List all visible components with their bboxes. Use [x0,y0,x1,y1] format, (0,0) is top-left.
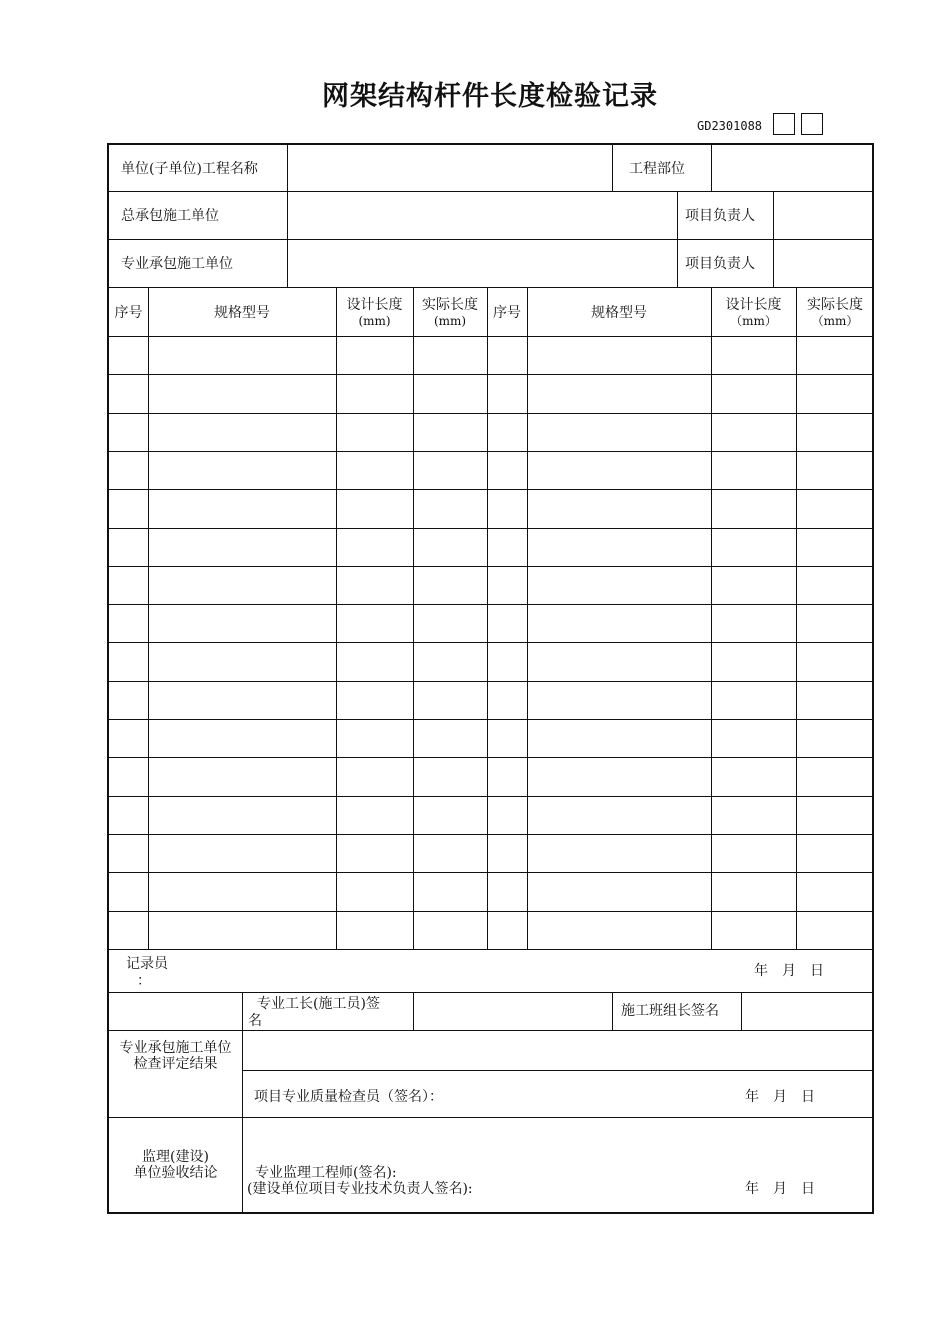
team-leader-label: 施工班组长签名 [621,1003,719,1019]
cell-actual-right-row-11[interactable] [797,720,874,757]
cell-seq-left-row-5[interactable] [110,490,148,527]
cell-design-left-row-2[interactable] [337,375,413,412]
cell-actual-left-row-10[interactable] [414,682,487,719]
cell-seq-left-row-4[interactable] [110,452,148,489]
cell-spec-right-row-12[interactable] [528,758,711,795]
recorder-colon: ： [137,973,151,989]
cell-actual-left-row-9[interactable] [414,643,487,680]
cell-seq-right-row-13[interactable] [488,797,527,834]
cell-seq-left-row-16[interactable] [110,912,148,949]
cell-spec-left-row-3[interactable] [149,414,336,451]
cell-spec-left-row-14[interactable] [149,835,336,872]
cell-spec-right-row-16[interactable] [528,912,711,949]
cell-design-right-row-2[interactable] [712,375,796,412]
recorder-label: 记录员 [126,956,168,972]
cell-design-right-row-12[interactable] [712,758,796,795]
cell-design-left-row-1[interactable] [337,337,413,374]
cell-actual-left-row-6[interactable] [414,529,487,566]
cell-spec-right-row-3[interactable] [528,414,711,451]
cell-spec-right-row-8[interactable] [528,605,711,642]
cell-spec-right-row-9[interactable] [528,643,711,680]
supervision-engineer-label: 专业监理工程师(签名): [255,1165,397,1181]
cell-actual-left-row-16[interactable] [414,912,487,949]
cell-design-right-row-15[interactable] [712,873,796,910]
general-contractor-label: 总承包施工单位 [121,208,219,224]
cell-spec-right-row-2[interactable] [528,375,711,412]
cell-spec-left-row-12[interactable] [149,758,336,795]
cell-actual-left-row-14[interactable] [414,835,487,872]
foreman-label-2: 名 [248,1013,262,1029]
cell-seq-right-row-7[interactable] [488,567,527,604]
cell-actual-right-row-15[interactable] [797,873,874,910]
cell-actual-left-row-3[interactable] [414,414,487,451]
cell-seq-right-row-14[interactable] [488,835,527,872]
cell-spec-left-row-9[interactable] [149,643,336,680]
col-spec-left: 规格型号 [214,305,270,321]
cell-design-left-row-6[interactable] [337,529,413,566]
cell-design-right-row-14[interactable] [712,835,796,872]
sub-check-result[interactable] [243,1031,874,1069]
cell-actual-right-row-6[interactable] [797,529,874,566]
cell-seq-right-row-12[interactable] [488,758,527,795]
col-design-left: 设计长度 [346,297,403,313]
cell-spec-right-row-1[interactable] [528,337,711,374]
cell-actual-left-row-2[interactable] [414,375,487,412]
cell-seq-right-row-3[interactable] [488,414,527,451]
project-part-label: 工程部位 [629,161,685,177]
code-box-1[interactable] [773,113,795,135]
col-design-right: 设计长度 [725,297,782,313]
cell-design-right-row-1[interactable] [712,337,796,374]
cell-spec-left-row-2[interactable] [149,375,336,412]
col-design-left-unit: (mm) [358,314,391,328]
foreman-label-1: 专业工长(施工员)签 [257,996,380,1012]
team-leader-signature[interactable] [742,993,874,1030]
form-code: GD2301088 [697,119,763,133]
cell-spec-left-row-1[interactable] [149,337,336,374]
cell-spec-right-row-11[interactable] [528,720,711,757]
cell-design-left-row-11[interactable] [337,720,413,757]
cell-actual-left-row-15[interactable] [414,873,487,910]
cell-spec-left-row-6[interactable] [149,529,336,566]
cell-seq-right-row-11[interactable] [488,720,527,757]
cell-design-right-row-7[interactable] [712,567,796,604]
cell-seq-left-row-15[interactable] [110,873,148,910]
cell-spec-right-row-5[interactable] [528,490,711,527]
cell-seq-right-row-16[interactable] [488,912,527,949]
cell-seq-left-row-10[interactable] [110,682,148,719]
form-table [107,143,874,1214]
cell-design-left-row-7[interactable] [337,567,413,604]
cell-actual-right-row-16[interactable] [797,912,874,949]
project-manager-value[interactable] [774,192,874,239]
cell-actual-right-row-3[interactable] [797,414,874,451]
col-spec-right: 规格型号 [591,305,647,321]
cell-actual-right-row-5[interactable] [797,490,874,527]
cell-seq-left-row-2[interactable] [110,375,148,412]
cell-actual-right-row-8[interactable] [797,605,874,642]
general-contractor-value[interactable] [288,192,676,239]
foreman-signature[interactable] [414,993,611,1030]
cell-spec-right-row-14[interactable] [528,835,711,872]
cell-actual-left-row-13[interactable] [414,797,487,834]
col-actual-right-unit: （mm） [811,314,859,328]
col-seq-left: 序号 [114,305,143,321]
cell-design-right-row-8[interactable] [712,605,796,642]
cell-seq-left-row-12[interactable] [110,758,148,795]
cell-seq-left-row-9[interactable] [110,643,148,680]
cell-actual-left-row-4[interactable] [414,452,487,489]
sub-check-label-1: 专业承包施工单位 [119,1040,232,1056]
cell-actual-right-row-10[interactable] [797,682,874,719]
cell-seq-left-row-13[interactable] [110,797,148,834]
sub-check-label-2: 检查评定结果 [133,1056,218,1072]
cell-actual-right-row-4[interactable] [797,452,874,489]
project-part-value[interactable] [712,145,874,191]
project-manager-label: 项目负责人 [685,208,755,224]
col-actual-left: 实际长度 [422,297,478,313]
cell-design-right-row-9[interactable] [712,643,796,680]
unit-project-label: 单位(子单位)工程名称 [121,161,258,177]
cell-seq-right-row-8[interactable] [488,605,527,642]
cell-spec-left-row-15[interactable] [149,873,336,910]
cell-actual-left-row-8[interactable] [414,605,487,642]
cell-spec-right-row-4[interactable] [528,452,711,489]
supervision-label-1: 监理(建设) [142,1149,209,1165]
cell-spec-right-row-6[interactable] [528,529,711,566]
supervision-label-2: 单位验收结论 [133,1165,218,1181]
supervision-date: 年 月 日 [745,1181,815,1197]
cell-seq-left-row-3[interactable] [110,414,148,451]
code-box-2[interactable] [801,113,823,135]
project-manager-value-2[interactable] [774,240,874,287]
cell-design-left-row-3[interactable] [337,414,413,451]
sub-contractor-label: 专业承包施工单位 [121,256,233,272]
cell-seq-right-row-1[interactable] [488,337,527,374]
cell-seq-left-row-11[interactable] [110,720,148,757]
cell-spec-right-row-15[interactable] [528,873,711,910]
cell-seq-left-row-8[interactable] [110,605,148,642]
cell-spec-left-row-5[interactable] [149,490,336,527]
recorder-date: 年 月 日 [754,963,824,979]
cell-actual-right-row-12[interactable] [797,758,874,795]
cell-seq-right-row-2[interactable] [488,375,527,412]
sub-check-date: 年 月 日 [745,1089,815,1105]
cell-actual-left-row-7[interactable] [414,567,487,604]
cell-design-right-row-5[interactable] [712,490,796,527]
cell-design-right-row-13[interactable] [712,797,796,834]
cell-spec-left-row-11[interactable] [149,720,336,757]
cell-spec-left-row-7[interactable] [149,567,336,604]
cell-seq-right-row-4[interactable] [488,452,527,489]
unit-project-value[interactable] [288,145,611,191]
sub-contractor-value[interactable] [288,240,676,287]
cell-design-left-row-9[interactable] [337,643,413,680]
cell-spec-right-row-10[interactable] [528,682,711,719]
supervision-result[interactable] [243,1118,874,1163]
supervision-owner-label: (建设单位项目专业技术负责人签名): [247,1181,473,1197]
cell-seq-right-row-15[interactable] [488,873,527,910]
cell-spec-left-row-13[interactable] [149,797,336,834]
cell-design-right-row-4[interactable] [712,452,796,489]
cell-seq-right-row-6[interactable] [488,529,527,566]
cell-design-right-row-10[interactable] [712,682,796,719]
col-seq-right: 序号 [493,305,521,321]
cell-actual-left-row-11[interactable] [414,720,487,757]
cell-seq-left-row-14[interactable] [110,835,148,872]
cell-actual-right-row-14[interactable] [797,835,874,872]
cell-design-left-row-15[interactable] [337,873,413,910]
recorder-signature[interactable] [199,950,719,992]
cell-spec-left-row-8[interactable] [149,605,336,642]
cell-seq-right-row-10[interactable] [488,682,527,719]
cell-actual-right-row-1[interactable] [797,337,874,374]
col-actual-right: 实际长度 [807,297,863,313]
cell-design-right-row-3[interactable] [712,414,796,451]
form-title: 网架结构杆件长度检验记录 [322,81,658,112]
cell-design-left-row-5[interactable] [337,490,413,527]
cell-seq-left-row-6[interactable] [110,529,148,566]
cell-design-left-row-13[interactable] [337,797,413,834]
cell-actual-right-row-13[interactable] [797,797,874,834]
inspector-label: 项目专业质量检查员（签名）： [254,1089,443,1105]
cell-spec-left-row-4[interactable] [149,452,336,489]
cell-actual-left-row-12[interactable] [414,758,487,795]
cell-design-right-row-11[interactable] [712,720,796,757]
cell-spec-right-row-7[interactable] [528,567,711,604]
cell-design-right-row-16[interactable] [712,912,796,949]
cell-seq-right-row-9[interactable] [488,643,527,680]
cell-actual-right-row-2[interactable] [797,375,874,412]
cell-actual-right-row-7[interactable] [797,567,874,604]
cell-design-left-row-12[interactable] [337,758,413,795]
cell-actual-left-row-5[interactable] [414,490,487,527]
col-actual-left-unit: (mm) [433,314,467,328]
cell-seq-left-row-7[interactable] [110,567,148,604]
cell-actual-left-row-1[interactable] [414,337,487,374]
cell-design-left-row-8[interactable] [337,605,413,642]
project-manager-label-2: 项目负责人 [685,256,755,272]
col-design-right-unit: （mm） [730,314,777,328]
cell-design-left-row-16[interactable] [337,912,413,949]
cell-seq-right-row-5[interactable] [488,490,527,527]
cell-spec-left-row-10[interactable] [149,682,336,719]
cell-actual-right-row-9[interactable] [797,643,874,680]
cell-design-left-row-4[interactable] [337,452,413,489]
cell-seq-left-row-1[interactable] [110,337,148,374]
cell-design-left-row-10[interactable] [337,682,413,719]
cell-design-left-row-14[interactable] [337,835,413,872]
cell-design-right-row-6[interactable] [712,529,796,566]
cell-spec-left-row-16[interactable] [149,912,336,949]
cell-spec-right-row-13[interactable] [528,797,711,834]
